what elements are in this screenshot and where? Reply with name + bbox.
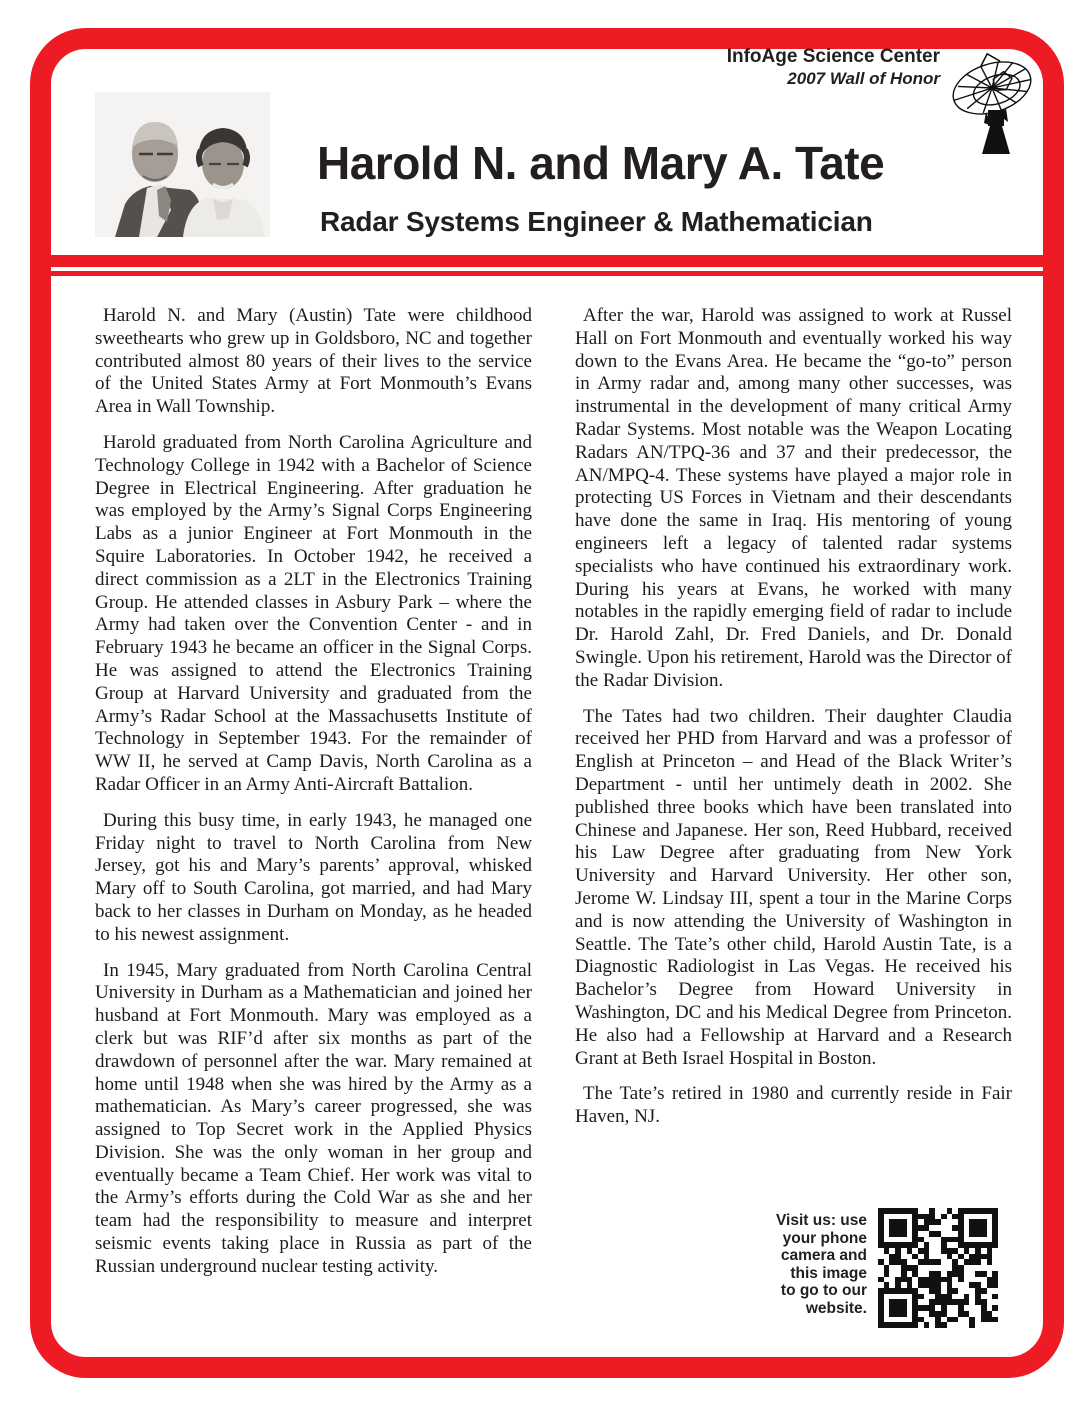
radar-dish-icon [944, 50, 1046, 158]
bio-paragraph: Harold graduated from North Carolina Agriculture and Technology College in 1942 with a Bachelor of Science Degree in Electrical Engineering. After graduation he was employed by the Army’s Signal Corps Engineering Labs as a junior Engineer at Fort Monmouth in the Squire Laboratories. In October 1942, he received a direct commission as a 2LT in the Electronics Training Group. He attended classes in Asbury Park – where the Army had taken over the Convention Center - and in February 1943 he became an officer in the Signal Corps. He was assigned to attend the Electronics Training Group at Harvard University and graduated from the Army’s Radar School at the Massachusetts Institute of Technology in September 1943. For the remainder of WW II, he served at Camp Davis, North Carolina as a Radar Officer in an Army Anti-Aircraft Battalion. [95, 431, 532, 795]
header-divider-thick [30, 255, 1064, 267]
qr-module [992, 1322, 998, 1328]
header-divider-thin [30, 271, 1064, 276]
qr-caption-line: to go to our [780, 1282, 867, 1299]
program-name: 2007 Wall of Honor [787, 69, 940, 88]
org-name: InfoAge Science Center [726, 46, 940, 67]
bio-paragraph: Harold N. and Mary (Austin) Tate were childhood sweethearts who grew up in Goldsboro, NC and together contributed almost 80 years of their lives to the service of the United States Army at Fort Monmouth’s Evans Area in Wall Township. [95, 305, 532, 418]
biography-text [95, 305, 1012, 1310]
qr-caption [733, 1212, 867, 1317]
bio-paragraph: The Tate’s retired in 1980 and currently reside in Fair Haven, NJ. [575, 1083, 1012, 1128]
qr-code [878, 1208, 998, 1328]
page-subtitle: Radar Systems Engineer & Mathematician [320, 206, 873, 237]
bio-paragraph: After the war, Harold was assigned to work at Russel Hall on Fort Monmouth and eventually worked his way down to the Evans Area. He became the “go-to” person in Army radar and, among many other successes, was instrumental in the development of many critical Army Radar Systems. Most notable was the Weapon Locating Radars AN/TPQ-36 and 37 and their predecessor, the AN/MPQ-4. These systems have played a major role in protecting US Forces in Vietnam and their descendants have done the same in Iraq. His mentoring of young engineers left a legacy of talented radar systems specialists who have continued his extraordinary work. During his years at Evans, he worked with many notables in the rapidly emerging field of radar to include Dr. Harold Zahl, Dr. Fred Daniels, and Dr. Donald Swingle. Upon his retirement, Harold was the Director of the Radar Division. [575, 305, 1012, 691]
qr-caption-line: Visit us: use [775, 1212, 867, 1229]
bio-paragraph: The Tates had two children. Their daughter Claudia received her PHD from Harvard and was a professor of English at Princeton – and Head of the Black Writer’s Department - until her untimely death in 2002. She published three books which have been translated into Chinese and Japanese. Her son, Reed Hubbard, received his Law Degree after graduating from New York University and Harvard University. Her other son, Jerome W. Lindsay III, spent a tour in the Marine Corps and is now attending the University of Washington in Seattle. The Tate’s other child, Harold Austin Tate, is a Diagnostic Radiologist in Las Vegas. He received his Bachelor’s Degree from Howard University in Washington, DC and his Medical Degree from Princeton. He also had a Fellowship at Harvard and a Research Grant at Beth Israel Hospital in Boston. [575, 705, 1012, 1069]
qr-caption-line: this image [790, 1264, 867, 1282]
brand-block [727, 46, 940, 89]
qr-caption-line: camera and [780, 1247, 867, 1264]
portrait-photo [95, 92, 270, 237]
page-title: Harold N. and Mary A. Tate [317, 137, 885, 189]
qr-caption-line: your phone [782, 1229, 867, 1247]
qr-caption-line: website. [805, 1299, 867, 1317]
bio-paragraph: In 1945, Mary graduated from North Carolina Central University in Durham as a Mathematician and joined her husband at Fort Monmouth. Mary was employed as a clerk but was RIF’d after six months as part of the drawdown of personnel after the war. Mary remained at home until 1948 when she was hired by the Army as a mathematician. As Mary’s career progressed, she was assigned to Top Secret work in the Applied Physics Division. She was the only woman in her group and eventually became a Team Chief. Her work was vital to the Army’s efforts during the Cold War as she and her team had the responsibility to measure and interpret seismic events taking place in Russia as part of the Russian underground nuclear testing activity. [95, 959, 532, 1277]
bio-paragraph: During this busy time, in early 1943, he managed one Friday night to travel to North Carolina from New Jersey, got his and Mary’s parents’ approval, whisked Mary off to South Carolina, got married, and had Mary back to her classes in Durham on Monday, as he headed to his newest assignment. [95, 809, 532, 945]
